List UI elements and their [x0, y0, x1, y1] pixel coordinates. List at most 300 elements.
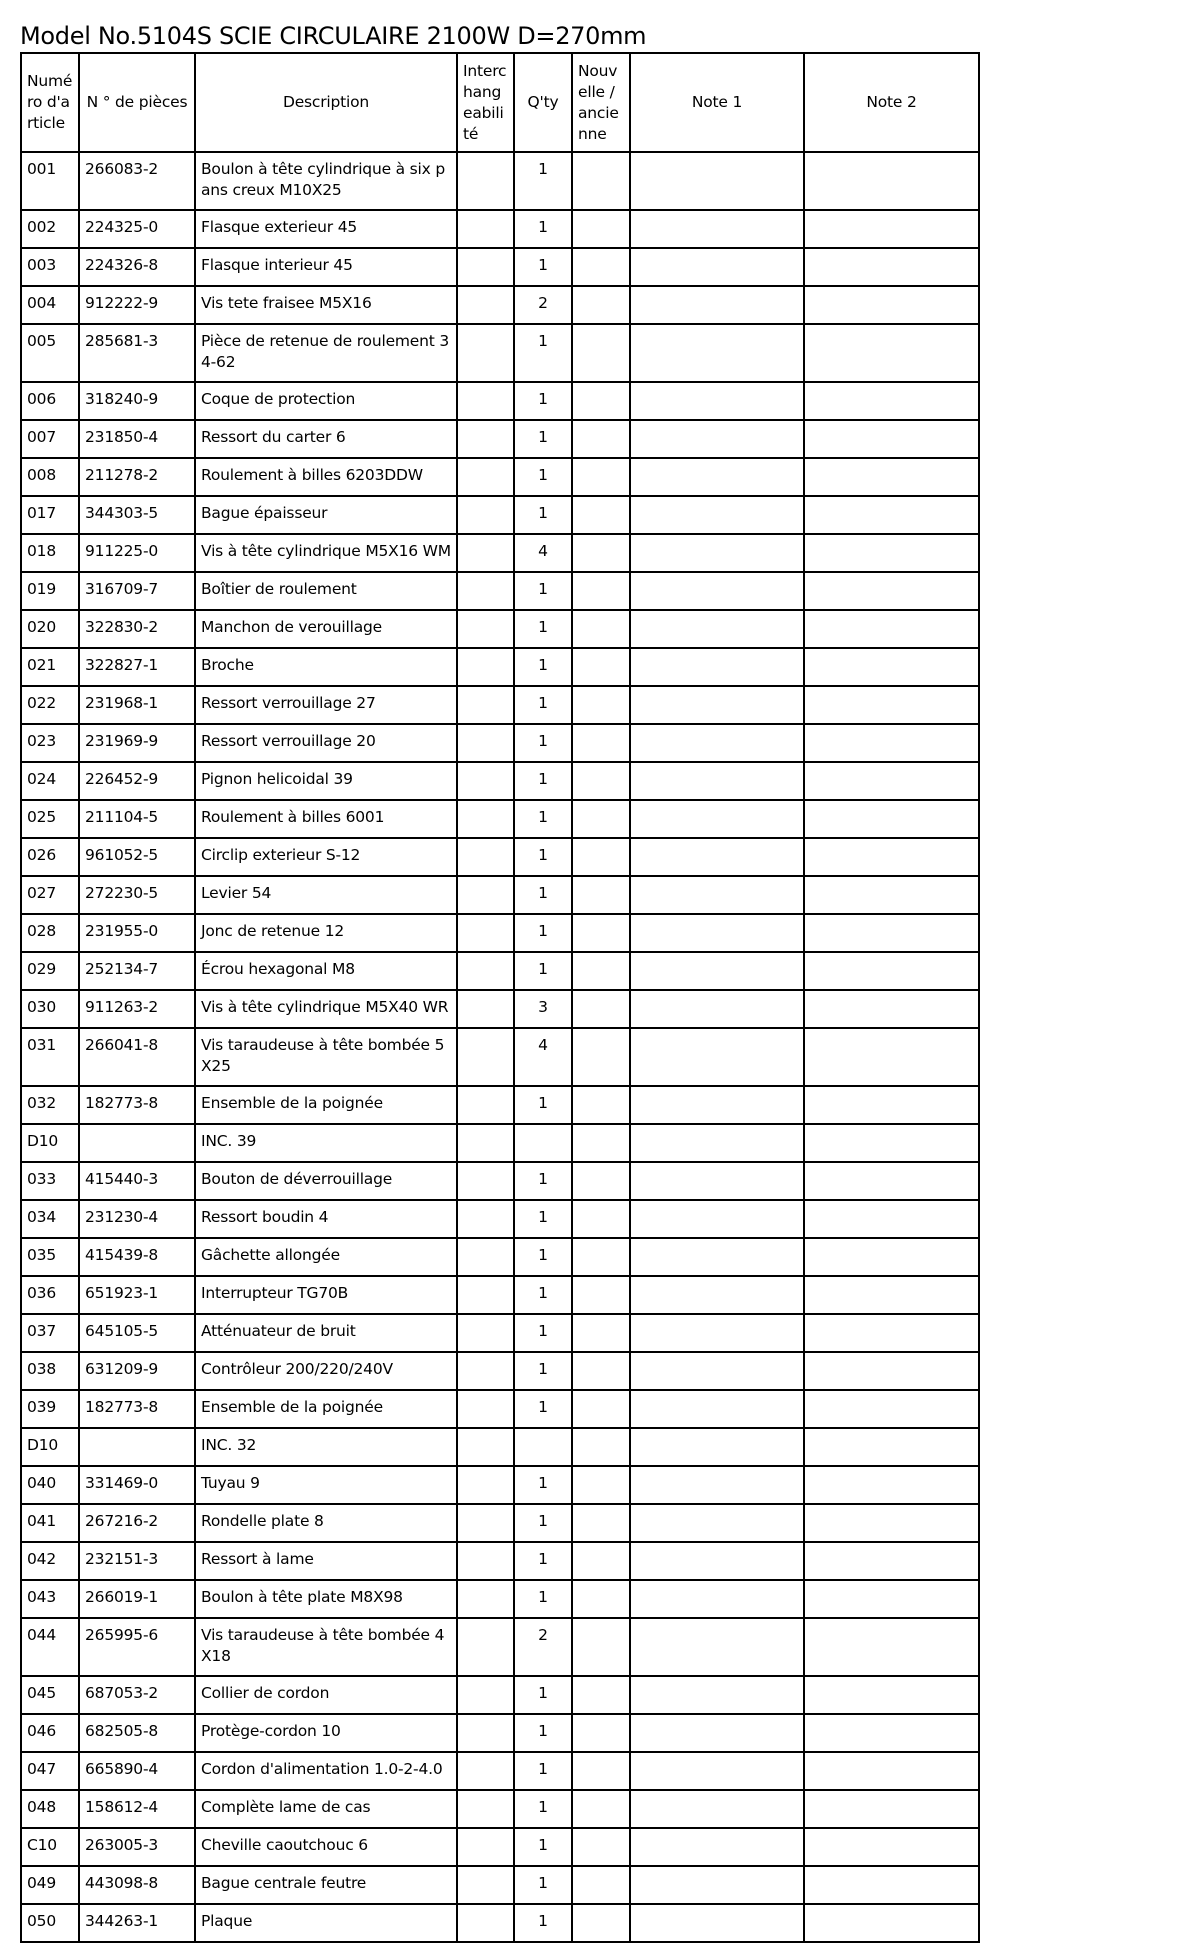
cell-description: INC. 32 [195, 1428, 457, 1466]
table-row [21, 1200, 979, 1238]
cell-note2 [804, 248, 979, 286]
cell-new-old [572, 952, 630, 990]
cell-interchangeability [457, 286, 514, 324]
cell-interchangeability [457, 1790, 514, 1828]
cell-item-no: 023 [21, 724, 79, 762]
table-row [21, 1790, 979, 1828]
cell-qty: 1 [514, 572, 572, 610]
cell-qty: 2 [514, 1618, 572, 1676]
header-interchangeability: Interchangeabilité [457, 53, 514, 152]
parts-table [20, 52, 980, 1943]
cell-note2 [804, 1390, 979, 1428]
cell-description: Boîtier de roulement [195, 572, 457, 610]
table-row [21, 382, 979, 420]
cell-qty: 1 [514, 686, 572, 724]
cell-qty: 1 [514, 1352, 572, 1390]
cell-qty: 1 [514, 1828, 572, 1866]
cell-part-no: 911225-0 [79, 534, 195, 572]
cell-interchangeability [457, 1542, 514, 1580]
cell-description: Rondelle plate 8 [195, 1504, 457, 1542]
cell-interchangeability [457, 496, 514, 534]
cell-item-no: 040 [21, 1466, 79, 1504]
cell-description: Vis taraudeuse à tête bombée 4X18 [195, 1618, 457, 1676]
cell-description: Ressort verrouillage 20 [195, 724, 457, 762]
table-row [21, 800, 979, 838]
cell-interchangeability [457, 990, 514, 1028]
cell-new-old [572, 1428, 630, 1466]
cell-new-old [572, 1276, 630, 1314]
cell-note1 [630, 762, 804, 800]
cell-description: Roulement à billes 6203DDW [195, 458, 457, 496]
table-row [21, 1504, 979, 1542]
cell-note2 [804, 1124, 979, 1162]
cell-note2 [804, 1352, 979, 1390]
parts-table-container [20, 52, 978, 1930]
cell-new-old [572, 324, 630, 382]
cell-note2 [804, 686, 979, 724]
cell-note1 [630, 1466, 804, 1504]
header-qty: Q'ty [514, 53, 572, 152]
cell-part-no: 211278-2 [79, 458, 195, 496]
cell-note2 [804, 1162, 979, 1200]
cell-new-old [572, 800, 630, 838]
table-row [21, 990, 979, 1028]
cell-part-no: 322827-1 [79, 648, 195, 686]
cell-interchangeability [457, 210, 514, 248]
cell-interchangeability [457, 686, 514, 724]
cell-item-no: 032 [21, 1086, 79, 1124]
table-row [21, 1618, 979, 1676]
cell-qty: 1 [514, 1314, 572, 1352]
cell-new-old [572, 990, 630, 1028]
cell-note2 [804, 458, 979, 496]
table-row [21, 248, 979, 286]
table-row [21, 420, 979, 458]
cell-new-old [572, 382, 630, 420]
cell-interchangeability [457, 1676, 514, 1714]
table-row [21, 324, 979, 382]
cell-qty: 1 [514, 838, 572, 876]
cell-part-no: 266019-1 [79, 1580, 195, 1618]
cell-description: INC. 39 [195, 1124, 457, 1162]
cell-note2 [804, 1276, 979, 1314]
cell-qty: 1 [514, 210, 572, 248]
cell-qty: 1 [514, 1390, 572, 1428]
cell-part-no: 232151-3 [79, 1542, 195, 1580]
cell-note1 [630, 458, 804, 496]
cell-item-no: 027 [21, 876, 79, 914]
cell-note1 [630, 914, 804, 952]
cell-qty: 1 [514, 1466, 572, 1504]
cell-item-no: D10 [21, 1124, 79, 1162]
cell-item-no: 005 [21, 324, 79, 382]
table-row [21, 1866, 979, 1904]
cell-description: Cheville caoutchouc 6 [195, 1828, 457, 1866]
cell-part-no: 266083-2 [79, 152, 195, 210]
cell-item-no: 006 [21, 382, 79, 420]
cell-qty: 1 [514, 1504, 572, 1542]
cell-description: Flasque exterieur 45 [195, 210, 457, 248]
cell-part-no: 252134-7 [79, 952, 195, 990]
cell-note2 [804, 210, 979, 248]
cell-description: Bague épaisseur [195, 496, 457, 534]
cell-interchangeability [457, 1428, 514, 1466]
cell-description: Atténuateur de bruit [195, 1314, 457, 1352]
header-part-no: N ° de pièces [79, 53, 195, 152]
cell-new-old [572, 648, 630, 686]
cell-item-no: 048 [21, 1790, 79, 1828]
cell-note2 [804, 762, 979, 800]
cell-item-no: 036 [21, 1276, 79, 1314]
cell-part-no: 182773-8 [79, 1086, 195, 1124]
cell-part-no: 182773-8 [79, 1390, 195, 1428]
cell-new-old [572, 1390, 630, 1428]
cell-item-no: 003 [21, 248, 79, 286]
cell-qty: 1 [514, 1542, 572, 1580]
cell-qty: 4 [514, 1028, 572, 1086]
cell-new-old [572, 420, 630, 458]
cell-item-no: 041 [21, 1504, 79, 1542]
cell-new-old [572, 1086, 630, 1124]
cell-note1 [630, 1542, 804, 1580]
cell-description: Bouton de déverrouillage [195, 1162, 457, 1200]
cell-new-old [572, 686, 630, 724]
cell-interchangeability [457, 914, 514, 952]
cell-interchangeability [457, 152, 514, 210]
cell-new-old [572, 152, 630, 210]
cell-note2 [804, 1238, 979, 1276]
cell-note2 [804, 286, 979, 324]
cell-interchangeability [457, 1124, 514, 1162]
cell-part-no: 322830-2 [79, 610, 195, 648]
cell-item-no: 037 [21, 1314, 79, 1352]
table-row [21, 686, 979, 724]
cell-new-old [572, 1714, 630, 1752]
cell-qty: 1 [514, 1790, 572, 1828]
table-row [21, 1466, 979, 1504]
cell-note1 [630, 496, 804, 534]
cell-new-old [572, 496, 630, 534]
cell-new-old [572, 914, 630, 952]
table-row [21, 1904, 979, 1942]
cell-part-no: 651923-1 [79, 1276, 195, 1314]
cell-new-old [572, 762, 630, 800]
cell-description: Ressort du carter 6 [195, 420, 457, 458]
cell-new-old [572, 1352, 630, 1390]
cell-note1 [630, 1866, 804, 1904]
cell-interchangeability [457, 248, 514, 286]
page-title: Model No.5104S SCIE CIRCULAIRE 2100W D=270mm [20, 22, 647, 50]
cell-item-no: C10 [21, 1828, 79, 1866]
cell-part-no: 263005-3 [79, 1828, 195, 1866]
cell-new-old [572, 1124, 630, 1162]
cell-note1 [630, 1790, 804, 1828]
cell-item-no: 026 [21, 838, 79, 876]
cell-qty: 1 [514, 458, 572, 496]
cell-interchangeability [457, 1276, 514, 1314]
cell-note2 [804, 496, 979, 534]
cell-interchangeability [457, 838, 514, 876]
table-row [21, 762, 979, 800]
cell-note1 [630, 838, 804, 876]
cell-note2 [804, 1676, 979, 1714]
cell-item-no: 049 [21, 1866, 79, 1904]
cell-note2 [804, 1314, 979, 1352]
cell-part-no: 344303-5 [79, 496, 195, 534]
cell-note2 [804, 1752, 979, 1790]
cell-qty: 1 [514, 1276, 572, 1314]
cell-qty: 1 [514, 914, 572, 952]
cell-note1 [630, 1352, 804, 1390]
header-item-no: Numéro d'article [21, 53, 79, 152]
cell-part-no: 682505-8 [79, 1714, 195, 1752]
cell-item-no: 002 [21, 210, 79, 248]
cell-qty: 1 [514, 420, 572, 458]
cell-item-no: 008 [21, 458, 79, 496]
cell-new-old [572, 210, 630, 248]
table-row [21, 1086, 979, 1124]
cell-new-old [572, 1676, 630, 1714]
cell-description: Vis à tête cylindrique M5X40 WR [195, 990, 457, 1028]
cell-qty: 1 [514, 800, 572, 838]
cell-interchangeability [457, 382, 514, 420]
header-description: Description [195, 53, 457, 152]
cell-interchangeability [457, 648, 514, 686]
cell-note2 [804, 572, 979, 610]
cell-note2 [804, 724, 979, 762]
cell-note2 [804, 952, 979, 990]
cell-item-no: 045 [21, 1676, 79, 1714]
table-row [21, 1238, 979, 1276]
cell-note1 [630, 724, 804, 762]
cell-item-no: 047 [21, 1752, 79, 1790]
cell-description: Protège-cordon 10 [195, 1714, 457, 1752]
cell-new-old [572, 876, 630, 914]
cell-new-old [572, 1466, 630, 1504]
cell-note1 [630, 1124, 804, 1162]
header-note2: Note 2 [804, 53, 979, 152]
cell-note2 [804, 1828, 979, 1866]
cell-new-old [572, 838, 630, 876]
cell-description: Collier de cordon [195, 1676, 457, 1714]
table-row [21, 876, 979, 914]
cell-note1 [630, 534, 804, 572]
table-row [21, 1028, 979, 1086]
cell-qty: 1 [514, 952, 572, 990]
cell-interchangeability [457, 1086, 514, 1124]
cell-description: Roulement à billes 6001 [195, 800, 457, 838]
cell-description: Contrôleur 200/220/240V [195, 1352, 457, 1390]
cell-interchangeability [457, 420, 514, 458]
table-row [21, 286, 979, 324]
cell-note1 [630, 1390, 804, 1428]
cell-qty: 1 [514, 1086, 572, 1124]
cell-new-old [572, 1238, 630, 1276]
cell-note2 [804, 876, 979, 914]
cell-item-no: 043 [21, 1580, 79, 1618]
cell-item-no: 019 [21, 572, 79, 610]
cell-part-no: 231968-1 [79, 686, 195, 724]
table-row [21, 1276, 979, 1314]
cell-qty: 1 [514, 724, 572, 762]
cell-description: Broche [195, 648, 457, 686]
cell-note1 [630, 1314, 804, 1352]
cell-note2 [804, 610, 979, 648]
cell-note2 [804, 534, 979, 572]
cell-interchangeability [457, 1466, 514, 1504]
cell-new-old [572, 1752, 630, 1790]
cell-note1 [630, 800, 804, 838]
cell-item-no: 039 [21, 1390, 79, 1428]
cell-interchangeability [457, 1352, 514, 1390]
cell-new-old [572, 724, 630, 762]
cell-description: Boulon à tête plate M8X98 [195, 1580, 457, 1618]
cell-item-no: 050 [21, 1904, 79, 1942]
cell-note1 [630, 1238, 804, 1276]
cell-interchangeability [457, 1580, 514, 1618]
cell-new-old [572, 1790, 630, 1828]
table-row [21, 1714, 979, 1752]
cell-description: Levier 54 [195, 876, 457, 914]
cell-note2 [804, 1504, 979, 1542]
cell-interchangeability [457, 1200, 514, 1238]
cell-interchangeability [457, 458, 514, 496]
cell-item-no: 020 [21, 610, 79, 648]
cell-note1 [630, 210, 804, 248]
cell-item-no: 035 [21, 1238, 79, 1276]
cell-part-no: 231955-0 [79, 914, 195, 952]
cell-note1 [630, 1904, 804, 1942]
cell-note1 [630, 876, 804, 914]
cell-item-no: 001 [21, 152, 79, 210]
cell-interchangeability [457, 1904, 514, 1942]
cell-new-old [572, 1904, 630, 1942]
cell-note2 [804, 1714, 979, 1752]
cell-note1 [630, 1828, 804, 1866]
cell-description: Coque de protection [195, 382, 457, 420]
cell-note1 [630, 1618, 804, 1676]
cell-qty [514, 1428, 572, 1466]
cell-interchangeability [457, 724, 514, 762]
cell-part-no: 316709-7 [79, 572, 195, 610]
cell-part-no: 265995-6 [79, 1618, 195, 1676]
cell-new-old [572, 1504, 630, 1542]
cell-description: Gâchette allongée [195, 1238, 457, 1276]
table-row [21, 1580, 979, 1618]
cell-qty: 3 [514, 990, 572, 1028]
cell-description: Complète lame de cas [195, 1790, 457, 1828]
cell-new-old [572, 610, 630, 648]
cell-interchangeability [457, 762, 514, 800]
cell-qty: 1 [514, 324, 572, 382]
cell-interchangeability [457, 1314, 514, 1352]
cell-note2 [804, 838, 979, 876]
cell-note2 [804, 382, 979, 420]
cell-new-old [572, 1028, 630, 1086]
cell-item-no: 033 [21, 1162, 79, 1200]
cell-description: Pignon helicoidal 39 [195, 762, 457, 800]
cell-note1 [630, 1276, 804, 1314]
cell-part-no: 158612-4 [79, 1790, 195, 1828]
cell-interchangeability [457, 1752, 514, 1790]
table-row [21, 1162, 979, 1200]
table-row [21, 496, 979, 534]
cell-note2 [804, 800, 979, 838]
table-row [21, 838, 979, 876]
cell-description: Ressort boudin 4 [195, 1200, 457, 1238]
cell-part-no: 211104-5 [79, 800, 195, 838]
cell-note1 [630, 1028, 804, 1086]
cell-note1 [630, 1504, 804, 1542]
table-row [21, 1676, 979, 1714]
cell-new-old [572, 572, 630, 610]
cell-qty: 1 [514, 1580, 572, 1618]
cell-part-no: 231850-4 [79, 420, 195, 458]
cell-description: Jonc de retenue 12 [195, 914, 457, 952]
cell-qty: 1 [514, 1162, 572, 1200]
cell-item-no: D10 [21, 1428, 79, 1466]
cell-description: Vis taraudeuse à tête bombée 5X25 [195, 1028, 457, 1086]
cell-item-no: 046 [21, 1714, 79, 1752]
cell-item-no: 025 [21, 800, 79, 838]
cell-note1 [630, 324, 804, 382]
cell-new-old [572, 286, 630, 324]
cell-new-old [572, 248, 630, 286]
cell-note2 [804, 1086, 979, 1124]
cell-note2 [804, 1618, 979, 1676]
cell-note2 [804, 1466, 979, 1504]
cell-interchangeability [457, 952, 514, 990]
header-row [21, 53, 979, 152]
cell-note1 [630, 248, 804, 286]
cell-new-old [572, 458, 630, 496]
table-row [21, 1428, 979, 1466]
cell-new-old [572, 1314, 630, 1352]
cell-note2 [804, 324, 979, 382]
cell-note1 [630, 1162, 804, 1200]
cell-note2 [804, 420, 979, 458]
cell-interchangeability [457, 800, 514, 838]
cell-description: Manchon de verouillage [195, 610, 457, 648]
cell-part-no: 318240-9 [79, 382, 195, 420]
cell-interchangeability [457, 1618, 514, 1676]
cell-interchangeability [457, 1238, 514, 1276]
cell-note1 [630, 286, 804, 324]
cell-interchangeability [457, 1390, 514, 1428]
cell-description: Pièce de retenue de roulement 34-62 [195, 324, 457, 382]
cell-description: Vis tete fraisee M5X16 [195, 286, 457, 324]
table-row [21, 1828, 979, 1866]
cell-qty: 1 [514, 1676, 572, 1714]
cell-description: Flasque interieur 45 [195, 248, 457, 286]
cell-note2 [804, 1200, 979, 1238]
cell-description: Écrou hexagonal M8 [195, 952, 457, 990]
cell-note1 [630, 420, 804, 458]
table-row [21, 914, 979, 952]
table-row [21, 152, 979, 210]
cell-note1 [630, 1200, 804, 1238]
cell-note2 [804, 1904, 979, 1942]
cell-new-old [572, 1828, 630, 1866]
cell-new-old [572, 1618, 630, 1676]
cell-part-no: 224326-8 [79, 248, 195, 286]
table-row [21, 1542, 979, 1580]
cell-description: Cordon d'alimentation 1.0-2-4.0 [195, 1752, 457, 1790]
table-row [21, 458, 979, 496]
cell-part-no: 665890-4 [79, 1752, 195, 1790]
cell-part-no: 961052-5 [79, 838, 195, 876]
cell-item-no: 021 [21, 648, 79, 686]
